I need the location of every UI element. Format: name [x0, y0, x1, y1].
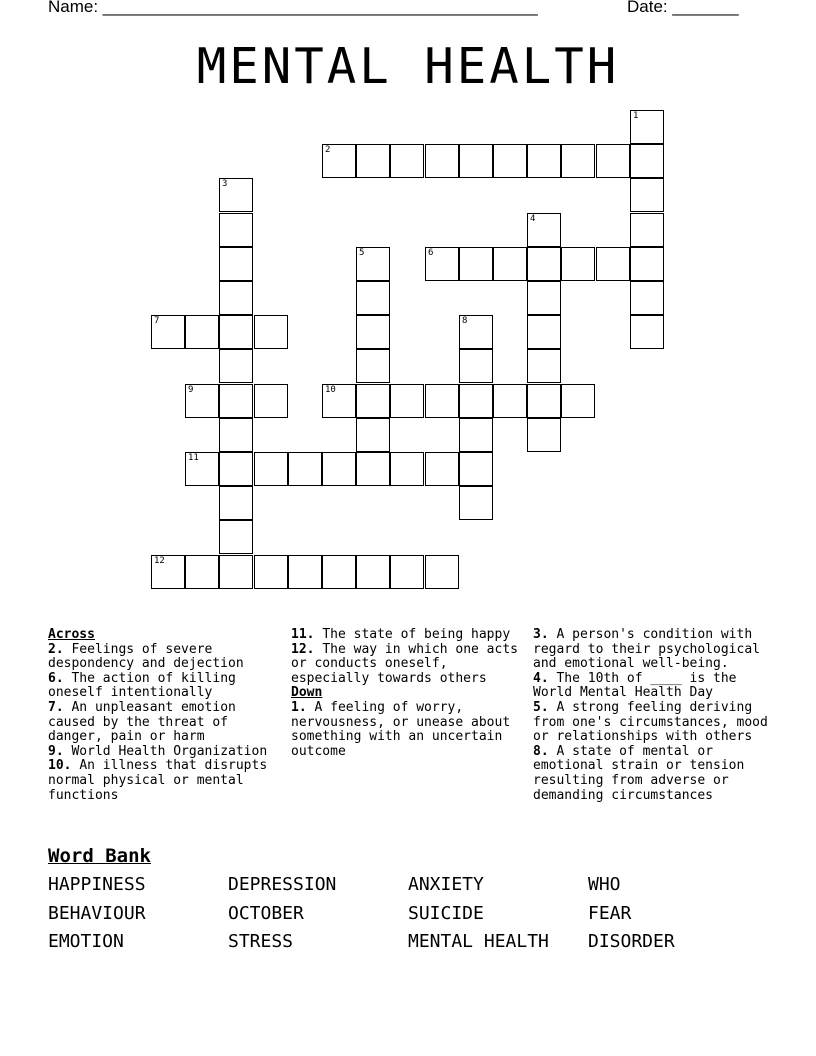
grid-cell[interactable] [390, 144, 424, 178]
word-bank-item: DEPRESSION [228, 874, 337, 895]
grid-cell[interactable] [630, 281, 664, 315]
clue-down-8: 8. A state of mental or emotional strain or tension resulting from adverse or demanding circumstances [533, 743, 745, 803]
clue-number: 10 [325, 385, 336, 395]
grid-cell[interactable] [561, 144, 595, 178]
clue-number: 8 [462, 316, 468, 326]
grid-cell[interactable] [459, 384, 493, 418]
clues-column-1 [48, 628, 286, 803]
grid-cell[interactable] [219, 281, 253, 315]
grid-cell[interactable] [459, 486, 493, 520]
grid-cell[interactable] [493, 247, 527, 281]
clue-number: 1 [633, 111, 639, 121]
grid-cell[interactable] [527, 315, 561, 349]
grid-cell[interactable] [527, 349, 561, 383]
grid-cell[interactable] [151, 555, 185, 589]
word-bank-item: WHO [588, 874, 621, 895]
grid-cell[interactable] [219, 213, 253, 247]
grid-cell[interactable] [459, 144, 493, 178]
grid-cell[interactable] [356, 555, 390, 589]
grid-cell[interactable] [322, 555, 356, 589]
clue-down-3: 3. A person's condition with regard to their psychological and emotional well-being. [533, 627, 760, 672]
grid-cell[interactable] [527, 213, 561, 247]
grid-cell[interactable] [630, 315, 664, 349]
grid-cell[interactable] [356, 418, 390, 452]
grid-cell[interactable] [425, 247, 459, 281]
clue-number: 6 [428, 248, 434, 258]
page-title: MENTAL HEALTH [196, 38, 620, 95]
grid-cell[interactable] [219, 349, 253, 383]
grid-cell[interactable] [288, 452, 322, 486]
grid-cell[interactable] [288, 555, 322, 589]
grid-cell[interactable] [390, 452, 424, 486]
clue-number: 7 [154, 316, 160, 326]
header [48, 0, 748, 19]
grid-cell[interactable] [322, 144, 356, 178]
grid-cell[interactable] [356, 315, 390, 349]
clue-down-4: 4. The 10th of ____ is the World Mental Health Day [533, 670, 737, 701]
across-heading: Across [48, 627, 95, 642]
grid-cell[interactable] [219, 178, 253, 212]
grid-cell[interactable] [561, 247, 595, 281]
clue-across-10: 10. An illness that disrupts normal physical or mental functions [48, 758, 268, 803]
grid-cell[interactable] [459, 247, 493, 281]
word-bank-item: STRESS [228, 931, 294, 952]
grid-cell[interactable] [527, 384, 561, 418]
clue-across-2: 2. Feelings of severe despondency and dejection [48, 641, 244, 672]
clue-number: 2 [325, 145, 331, 155]
grid-cell[interactable] [425, 555, 459, 589]
grid-cell[interactable] [356, 247, 390, 281]
grid-cell[interactable] [185, 384, 219, 418]
grid-cell[interactable] [356, 452, 390, 486]
word-bank-item: FEAR [588, 903, 632, 924]
grid-cell[interactable] [254, 555, 288, 589]
grid-cell[interactable] [356, 384, 390, 418]
word-bank-item: BEHAVIOUR [48, 903, 146, 924]
grid-cell[interactable] [425, 384, 459, 418]
grid-cell[interactable] [630, 110, 664, 144]
grid-cell[interactable] [459, 315, 493, 349]
word-bank-item: SUICIDE [408, 903, 484, 924]
grid-cell[interactable] [459, 349, 493, 383]
clue-across-12: 12. The way in which one acts or conducts oneself, especially towards others [291, 641, 518, 686]
grid-cell[interactable] [425, 452, 459, 486]
grid-cell[interactable] [151, 315, 185, 349]
word-bank-item: ANXIETY [408, 874, 484, 895]
clue-number: 12 [154, 556, 165, 566]
grid-cell[interactable] [527, 247, 561, 281]
word-bank-item: MENTAL HEALTH [408, 931, 549, 952]
clues-column-3 [533, 628, 773, 803]
grid-cell[interactable] [219, 486, 253, 520]
grid-cell[interactable] [219, 520, 253, 554]
grid-cell[interactable] [630, 144, 664, 178]
grid-cell[interactable] [527, 281, 561, 315]
grid-cell[interactable] [630, 247, 664, 281]
grid-cell[interactable] [356, 281, 390, 315]
grid-cell[interactable] [254, 384, 288, 418]
grid-cell[interactable] [459, 452, 493, 486]
grid-cell[interactable] [219, 452, 253, 486]
clue-across-11: 11. The state of being happy [291, 627, 511, 642]
word-bank-title: Word Bank [48, 845, 151, 867]
grid-cell[interactable] [527, 144, 561, 178]
clue-number: 9 [188, 385, 194, 395]
word-bank-item: OCTOBER [228, 903, 304, 924]
clue-number: 4 [530, 214, 536, 224]
grid-cell[interactable] [596, 144, 630, 178]
word-bank-item: EMOTION [48, 931, 124, 952]
grid-cell[interactable] [356, 349, 390, 383]
down-heading: Down [291, 685, 323, 701]
grid-cell[interactable] [254, 315, 288, 349]
grid-cell[interactable] [185, 452, 219, 486]
grid-cell[interactable] [630, 213, 664, 247]
word-bank-item: HAPPINESS [48, 874, 146, 895]
grid-cell[interactable] [219, 418, 253, 452]
grid-cell[interactable] [390, 384, 424, 418]
clue-across-7: 7. An unpleasant emotion caused by the threat of danger, pain or harm [48, 699, 236, 745]
grid-cell[interactable] [254, 452, 288, 486]
grid-cell[interactable] [390, 555, 424, 589]
grid-cell[interactable] [493, 384, 527, 418]
clue-number: 3 [222, 179, 228, 189]
grid-cell[interactable] [219, 247, 253, 281]
name-field-label[interactable]: Name: ______________________________________________ [48, 0, 538, 16]
grid-cell[interactable] [425, 144, 459, 178]
clues-column-2 [291, 628, 523, 759]
clue-across-6: 6. The action of killing oneself intentionally [48, 670, 236, 701]
clue-down-1: 1. A feeling of worry, nervousness, or unease about something with an uncertain outcome [291, 699, 511, 759]
clue-down-5: 5. A strong feeling deriving from one's circumstances, mood or relationships with others [533, 699, 768, 745]
clue-number: 5 [359, 248, 365, 258]
grid-cell[interactable] [459, 418, 493, 452]
grid-cell[interactable] [493, 144, 527, 178]
grid-cell[interactable] [630, 178, 664, 212]
grid-cell[interactable] [527, 418, 561, 452]
grid-cell[interactable] [322, 452, 356, 486]
word-bank-item: DISORDER [588, 931, 675, 952]
date-field-label[interactable]: Date: _______ [627, 0, 739, 16]
grid-cell[interactable] [356, 144, 390, 178]
grid-cell[interactable] [219, 384, 253, 418]
grid-cell[interactable] [219, 555, 253, 589]
grid-cell[interactable] [322, 384, 356, 418]
grid-cell[interactable] [561, 384, 595, 418]
clue-number: 11 [188, 453, 199, 463]
grid-cell[interactable] [596, 247, 630, 281]
grid-cell[interactable] [185, 315, 219, 349]
grid-cell[interactable] [219, 315, 253, 349]
clue-across-9: 9. World Health Organization [48, 743, 268, 759]
grid-cell[interactable] [185, 555, 219, 589]
